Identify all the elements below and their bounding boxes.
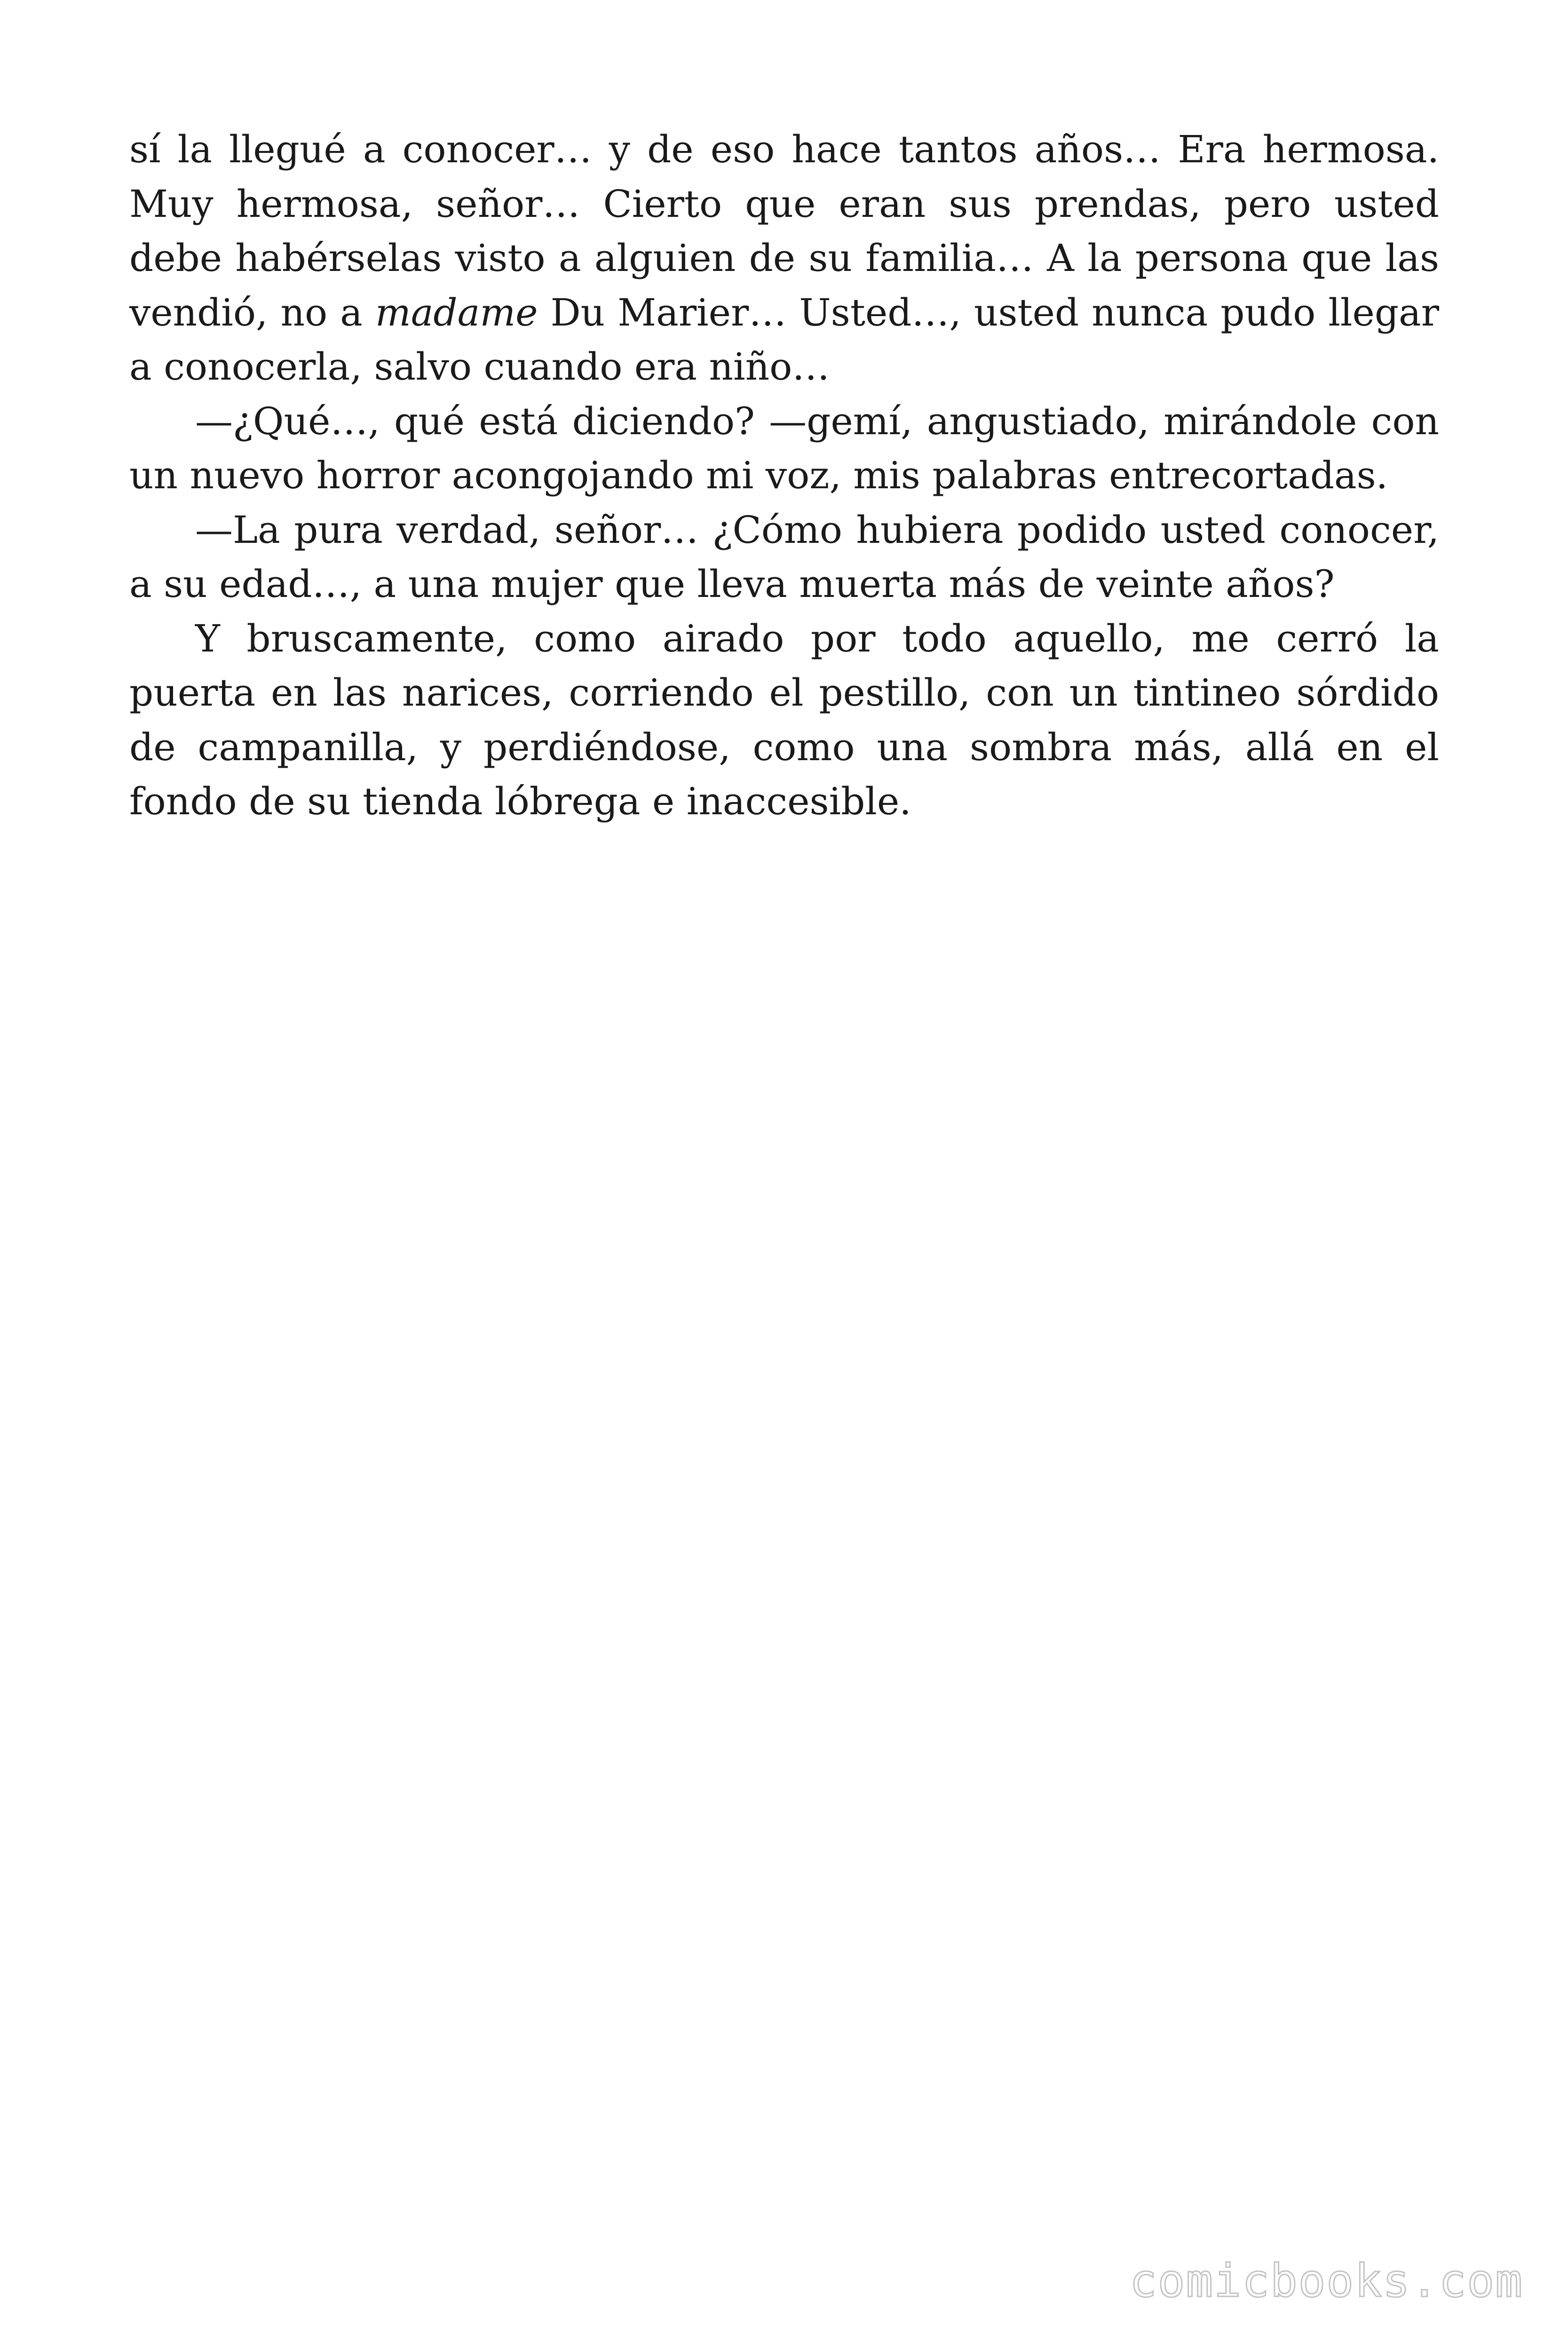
watermark: comicbooks.com bbox=[1129, 2255, 1523, 2307]
paragraph-4 bbox=[129, 612, 1439, 829]
paragraph-4-text: Y bruscamente, como airado por todo aquello, me cerró la puerta en las narices, corriendo el pestillo, con un tintineo sórdido de campanilla, y perdiéndose, como una sombra más, allá en el fondo de su tienda lóbrega e inaccesible. bbox=[129, 616, 1439, 823]
italic-word: madame bbox=[375, 290, 538, 334]
paragraph-1-text: sí la llegué a conocer… y de eso hace tantos años… Era hermosa. Muy hermosa, señor… Cierto que eran sus prendas, pero usted debe habérselas visto a alguien de su familia… A la persona que las vendió, no a bbox=[129, 127, 1439, 334]
paragraph-1-text-end: Du Marier… Usted…, usted nunca pudo llegar a conocerla, salvo cuando era niño… bbox=[129, 290, 1439, 389]
paragraph-3 bbox=[129, 503, 1439, 612]
paragraph-2-text: —¿Qué…, qué está diciendo? —gemí, angustiado, mirándole con un nuevo horror acongojando mi voz, mis palabras entrecortadas. bbox=[129, 399, 1439, 497]
paragraph-1 bbox=[129, 122, 1439, 394]
page-text bbox=[129, 122, 1439, 829]
paragraph-3-text: —La pura verdad, señor… ¿Cómo hubiera podido usted conocer, a su edad…, a una mujer que lleva muerta más de veinte años? bbox=[129, 508, 1439, 606]
paragraph-2 bbox=[129, 394, 1439, 503]
